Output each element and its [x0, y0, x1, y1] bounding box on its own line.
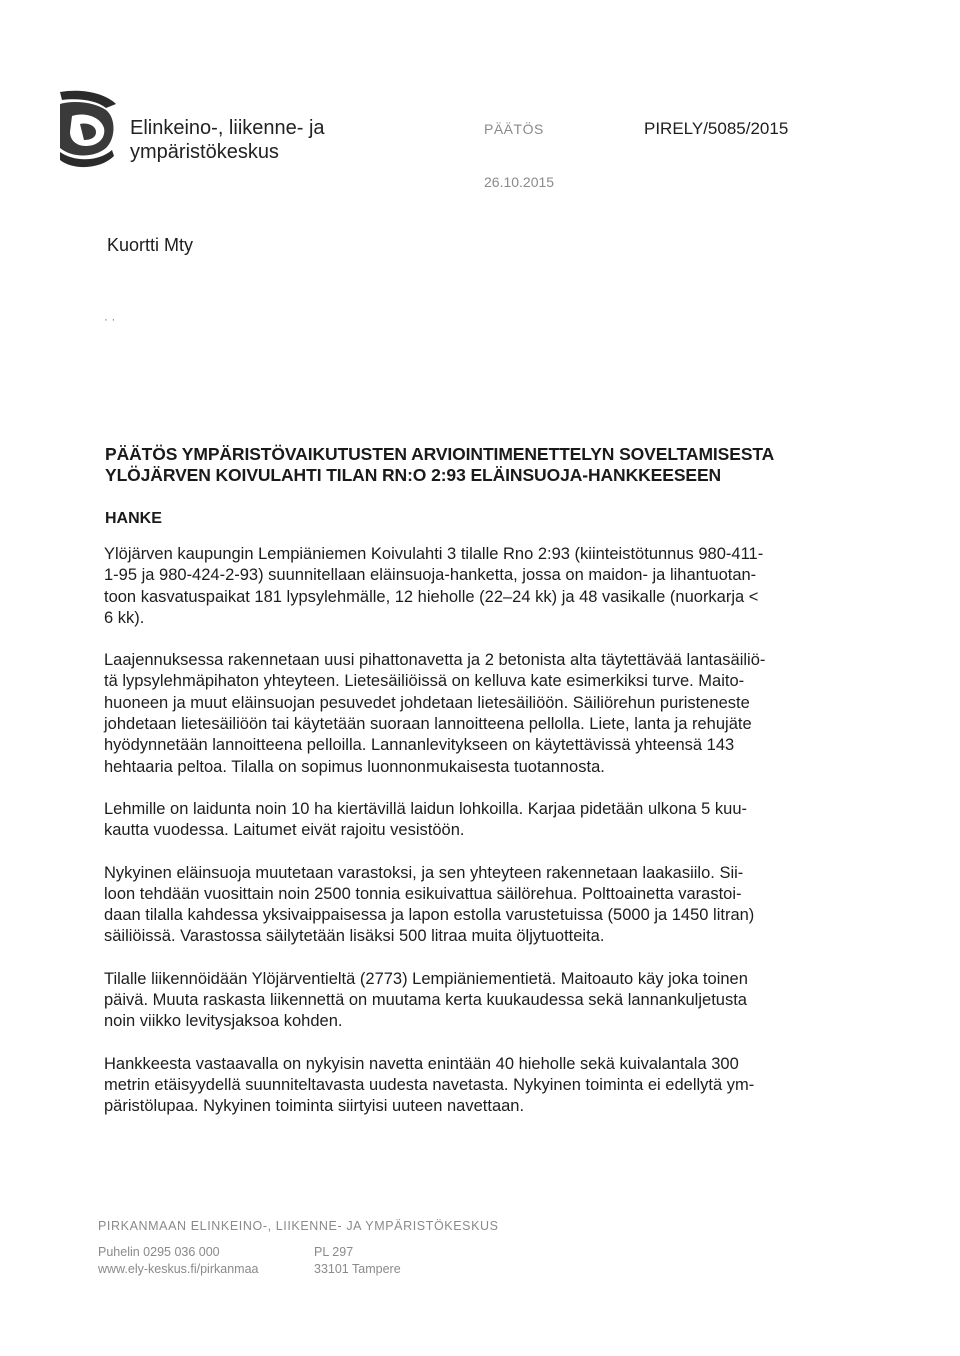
- paragraph-line: daan tilalla kahdessa yksivaippaisessa ja lapon estolla varustetuissa (5000 ja 1450 litran): [104, 906, 755, 925]
- paragraph-line: säiliöissä. Varastossa säilytetään lisäksi 500 litraa muita öljytuotteita.: [104, 927, 605, 946]
- footer-postal: 33101 Tampere: [314, 1262, 401, 1276]
- paragraph-line: päristölupaa. Nykyinen toiminta siirtyisi uuteen navettaan.: [104, 1097, 525, 1116]
- body-paragraph: [104, 544, 834, 629]
- paragraph-line: Lehmille on laidunta noin 10 ha kiertävillä laidun lohkoilla. Karjaa pidetään ulkona 5 kuu-: [104, 799, 748, 818]
- paragraph-line: Laajennuksessa rakennetaan uusi pihattonavetta ja 2 betonista alta täytettävää lantasäiliö-: [104, 651, 766, 670]
- recipient: Kuortti Mty: [107, 235, 194, 255]
- footer-organization: PIRKANMAAN ELINKEINO-, LIIKENNE- JA YMPÄRISTÖKESKUS: [98, 1219, 499, 1233]
- footer-contact: [98, 1244, 258, 1278]
- footer-phone: Puhelin 0295 036 000: [98, 1245, 220, 1259]
- paragraph-line: toon kasvatuspaikat 181 lypsylehmälle, 12 hieholle (22–24 kk) ja 48 vasikalle (nuorkarja <: [104, 587, 759, 606]
- body-paragraph: [104, 799, 834, 842]
- paragraph-line: 1-95 ja 980-424-2-93) suunnitellaan eläinsuoja-hanketta, jossa on maidon- ja lihantuotan-: [104, 566, 757, 585]
- body-paragraph: [104, 650, 834, 778]
- paragraph-line: päivä. Muuta raskasta liikennettä on muutama kerta kuukaudessa sekä lannankuljetusta: [104, 991, 747, 1010]
- paragraph-line: 6 kk).: [104, 608, 145, 627]
- body-paragraph: [104, 863, 834, 948]
- paragraph-line: hyödynnetään lannoitteena pelloilla. Lannanlevitykseen on käytettävissä yhteensä 143: [104, 736, 735, 755]
- paragraph-line: metrin etäisyydellä suunniteltavasta uudesta navetasta. Nykyinen toiminta ei edellytä ym-: [104, 1075, 755, 1094]
- body-paragraph: [104, 969, 834, 1033]
- paragraph-line: Hankkeesta vastaavalla on nykyisin navetta enintään 40 hieholle sekä kuivalantala 300: [104, 1054, 739, 1073]
- paragraph-line: johdetaan lietesäiliöön tai käytetään suoraan lannoitteena pellolla. Liete, lanta ja rehujäte: [104, 715, 752, 734]
- section-heading-hanke: HANKE: [105, 510, 162, 527]
- paragraph-line: kautta vuodessa. Laitumet eivät rajoitu vesistöön.: [104, 821, 465, 840]
- body-paragraph: [104, 1054, 834, 1118]
- stray-mark: · ·: [104, 312, 116, 326]
- decision-title: [105, 444, 835, 486]
- document-reference: PIRELY/5085/2015: [644, 119, 789, 138]
- paragraph-line: loon tehdään vuosittain noin 2500 tonnia esikuivattua säilörehua. Polttoainetta varastoi-: [104, 884, 742, 903]
- paragraph-line: hehtaaria peltoa. Tilalla on sopimus luonnonmukaisesta tuotannosta.: [104, 757, 605, 776]
- footer-address: [314, 1244, 401, 1278]
- title-line2: YLÖJÄRVEN KOIVULAHTI TILAN RN:O 2:93 ELÄINSUOJA-HANKKEESEEN: [105, 465, 722, 485]
- body-text: [104, 544, 834, 1139]
- footer-website: www.ely-keskus.fi/pirkanmaa: [98, 1262, 259, 1276]
- organization-name: [130, 116, 325, 164]
- paragraph-line: huoneen ja muut eläinsuojan pesuvedet johdetaan lietesäiliöön. Säiliörehun puristeneste: [104, 693, 750, 712]
- paragraph-line: noin viikko levitysjaksoa kohden.: [104, 1012, 343, 1031]
- ely-centre-logo: [54, 86, 120, 172]
- title-line1: PÄÄTÖS YMPÄRISTÖVAIKUTUSTEN ARVIOINTIMENETTELYN SOVELTAMISESTA: [105, 444, 775, 464]
- footer-po-box: PL 297: [314, 1245, 354, 1259]
- org-name-line1: Elinkeino-, liikenne- ja: [130, 117, 325, 139]
- document-type: PÄÄTÖS: [484, 121, 544, 137]
- paragraph-line: Ylöjärven kaupungin Lempiäniemen Koivulahti 3 tilalle Rno 2:93 (kiinteistötunnus 980-411-: [104, 545, 764, 563]
- org-name-line2: ympäristökeskus: [130, 141, 279, 163]
- document-date: 26.10.2015: [484, 174, 555, 190]
- paragraph-line: tä lypsylehmäpihaton yhteyteen. Lietesäiliöissä on kelluva kate esimerkiksi turve. Maito-: [104, 672, 745, 691]
- paragraph-line: Nykyinen eläinsuoja muutetaan varastoksi, ja sen yhteyteen rakennetaan laakasiilo. Sii-: [104, 863, 744, 882]
- paragraph-line: Tilalle liikennöidään Ylöjärventieltä (2773) Lempiäniementietä. Maitoauto käy joka toinen: [104, 969, 748, 988]
